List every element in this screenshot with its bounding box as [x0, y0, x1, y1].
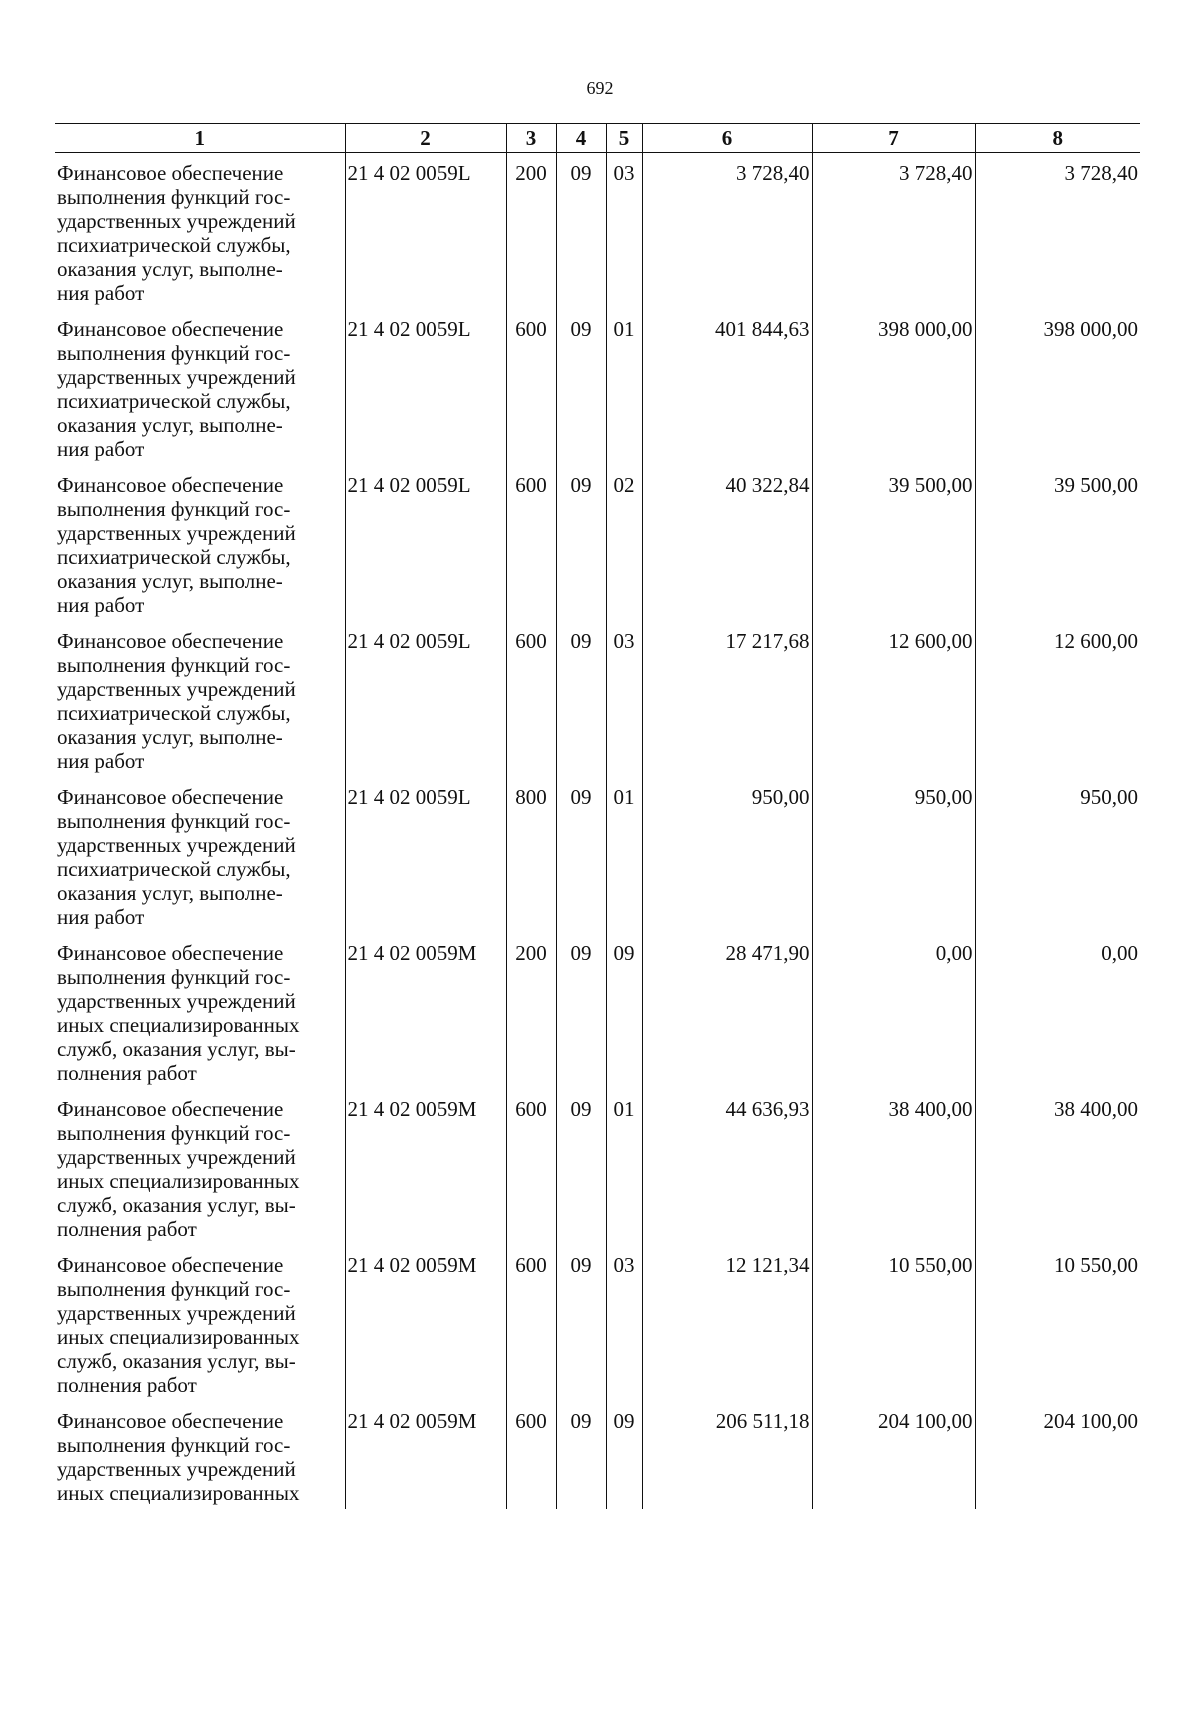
description-line: психиатрической службы, [57, 544, 291, 569]
row-description [55, 621, 345, 777]
target-article-code: 21 4 02 0059M [345, 1245, 506, 1401]
description-line: иных специализированных [57, 1324, 300, 1349]
column-header-6: 6 [642, 124, 812, 153]
description-line: ударственных учреждений [57, 209, 296, 233]
expense-type-code: 600 [506, 1401, 556, 1509]
amount-col-8: 38 400,00 [975, 1089, 1140, 1245]
subsection-code: 03 [606, 1245, 642, 1401]
amount-col-7: 3 728,40 [812, 153, 975, 309]
description-line: оказания услуг, выполне- [57, 412, 283, 437]
description-line: ния работ [57, 281, 145, 305]
amount-col-8: 950,00 [975, 777, 1140, 933]
expense-type-code: 600 [506, 465, 556, 621]
description-line: выполнения функций гос- [57, 1276, 291, 1301]
amount-col-8: 0,00 [975, 933, 1140, 1089]
subsection-code: 02 [606, 465, 642, 621]
description-line: психиатрической службы, [57, 233, 291, 257]
amount-col-6: 206 511,18 [642, 1401, 812, 1509]
expense-type-code: 200 [506, 153, 556, 309]
description-line: выполнения функций гос- [57, 1432, 291, 1457]
amount-col-7: 398 000,00 [812, 309, 975, 465]
expense-type-code: 800 [506, 777, 556, 933]
amount-col-8: 12 600,00 [975, 621, 1140, 777]
subsection-code: 03 [606, 621, 642, 777]
target-article-code: 21 4 02 0059L [345, 621, 506, 777]
description-line: полнения работ [57, 1060, 197, 1085]
section-code: 09 [556, 777, 606, 933]
description-line: оказания услуг, выполне- [57, 257, 283, 281]
description-line: Финансовое обеспечение [57, 1096, 284, 1121]
description-line: выполнения функций гос- [57, 496, 291, 521]
table-body [55, 153, 1140, 1509]
amount-col-6: 28 471,90 [642, 933, 812, 1089]
description-line: ударственных учреждений [57, 1144, 296, 1169]
description-line: Финансовое обеспечение [57, 1252, 284, 1277]
section-code: 09 [556, 309, 606, 465]
table-row [55, 933, 1140, 1089]
description-line: оказания услуг, выполне- [57, 724, 283, 749]
target-article-code: 21 4 02 0059L [345, 777, 506, 933]
description-line: ния работ [57, 592, 145, 617]
description-line: Финансовое обеспечение [57, 472, 284, 497]
expense-type-code: 600 [506, 309, 556, 465]
table-row [55, 465, 1140, 621]
row-description [55, 1401, 345, 1509]
amount-col-7: 38 400,00 [812, 1089, 975, 1245]
description-line: служб, оказания услуг, вы- [57, 1192, 296, 1217]
description-line: ния работ [57, 748, 145, 773]
header-row [55, 124, 1140, 153]
table-row [55, 1245, 1140, 1401]
description-line: ударственных учреждений [57, 520, 296, 545]
page-number: 692 [586, 78, 614, 98]
budget-table [55, 123, 1140, 1509]
table-row [55, 1401, 1140, 1509]
amount-col-8: 398 000,00 [975, 309, 1140, 465]
table-row [55, 309, 1140, 465]
description-line: полнения работ [57, 1216, 197, 1241]
column-header-8: 8 [975, 124, 1140, 153]
amount-col-6: 44 636,93 [642, 1089, 812, 1245]
amount-col-6: 3 728,40 [642, 153, 812, 309]
description-line: выполнения функций гос- [57, 1120, 291, 1145]
subsection-code: 01 [606, 1089, 642, 1245]
amount-col-7: 12 600,00 [812, 621, 975, 777]
description-line: Финансовое обеспечение [57, 161, 284, 185]
section-code: 09 [556, 1089, 606, 1245]
table-row [55, 621, 1140, 777]
description-line: иных специализированных [57, 1168, 300, 1193]
target-article-code: 21 4 02 0059L [345, 465, 506, 621]
column-header-5: 5 [606, 124, 642, 153]
description-line: выполнения функций гос- [57, 808, 291, 833]
description-line: полнения работ [57, 1372, 197, 1397]
description-line: ударственных учреждений [57, 1300, 296, 1325]
amount-col-8: 3 728,40 [975, 153, 1140, 309]
table-row [55, 777, 1140, 933]
description-line: психиатрической службы, [57, 856, 291, 881]
subsection-code: 01 [606, 309, 642, 465]
amount-col-6: 12 121,34 [642, 1245, 812, 1401]
description-line: иных специализированных [57, 1480, 300, 1505]
column-header-3: 3 [506, 124, 556, 153]
row-description [55, 153, 345, 309]
subsection-code: 09 [606, 1401, 642, 1509]
target-article-code: 21 4 02 0059L [345, 153, 506, 309]
subsection-code: 03 [606, 153, 642, 309]
amount-col-8: 204 100,00 [975, 1401, 1140, 1509]
description-line: психиатрической службы, [57, 700, 291, 725]
expense-type-code: 600 [506, 621, 556, 777]
amount-col-8: 39 500,00 [975, 465, 1140, 621]
subsection-code: 01 [606, 777, 642, 933]
amount-col-6: 17 217,68 [642, 621, 812, 777]
description-line: выполнения функций гос- [57, 340, 291, 365]
amount-col-7: 0,00 [812, 933, 975, 1089]
expense-type-code: 600 [506, 1089, 556, 1245]
budget-table-container [55, 123, 1140, 1509]
amount-col-7: 204 100,00 [812, 1401, 975, 1509]
description-line: выполнения функций гос- [57, 964, 291, 989]
column-header-2: 2 [345, 124, 506, 153]
table-row [55, 1089, 1140, 1245]
expense-type-code: 600 [506, 1245, 556, 1401]
description-line: выполнения функций гос- [57, 652, 291, 677]
description-line: Финансовое обеспечение [57, 784, 284, 809]
section-code: 09 [556, 465, 606, 621]
amount-col-6: 401 844,63 [642, 309, 812, 465]
description-line: Финансовое обеспечение [57, 628, 284, 653]
description-line: оказания услуг, выполне- [57, 880, 283, 905]
description-line: служб, оказания услуг, вы- [57, 1036, 296, 1061]
description-line: служб, оказания услуг, вы- [57, 1348, 296, 1373]
description-line: ния работ [57, 904, 145, 929]
row-description [55, 465, 345, 621]
row-description [55, 777, 345, 933]
description-line: ударственных учреждений [57, 832, 296, 857]
row-description [55, 1245, 345, 1401]
expense-type-code: 200 [506, 933, 556, 1089]
target-article-code: 21 4 02 0059M [345, 1089, 506, 1245]
target-article-code: 21 4 02 0059M [345, 1401, 506, 1509]
description-line: ударственных учреждений [57, 364, 296, 389]
column-header-4: 4 [556, 124, 606, 153]
target-article-code: 21 4 02 0059M [345, 933, 506, 1089]
table-row [55, 153, 1140, 309]
description-line: оказания услуг, выполне- [57, 568, 283, 593]
amount-col-7: 10 550,00 [812, 1245, 975, 1401]
target-article-code: 21 4 02 0059L [345, 309, 506, 465]
description-line: ударственных учреждений [57, 676, 296, 701]
amount-col-6: 40 322,84 [642, 465, 812, 621]
description-line: Финансовое обеспечение [57, 316, 284, 341]
amount-col-6: 950,00 [642, 777, 812, 933]
table-header [55, 124, 1140, 153]
column-header-1: 1 [55, 124, 345, 153]
section-code: 09 [556, 153, 606, 309]
row-description [55, 1089, 345, 1245]
column-header-7: 7 [812, 124, 975, 153]
amount-col-7: 39 500,00 [812, 465, 975, 621]
row-description [55, 309, 345, 465]
description-line: иных специализированных [57, 1012, 300, 1037]
description-line: ударственных учреждений [57, 988, 296, 1013]
description-line: выполнения функций гос- [57, 185, 291, 209]
section-code: 09 [556, 1245, 606, 1401]
description-line: ния работ [57, 436, 145, 461]
section-code: 09 [556, 933, 606, 1089]
description-line: Финансовое обеспечение [57, 1408, 284, 1433]
section-code: 09 [556, 1401, 606, 1509]
amount-col-8: 10 550,00 [975, 1245, 1140, 1401]
row-description [55, 933, 345, 1089]
amount-col-7: 950,00 [812, 777, 975, 933]
subsection-code: 09 [606, 933, 642, 1089]
description-line: ударственных учреждений [57, 1456, 296, 1481]
section-code: 09 [556, 621, 606, 777]
description-line: психиатрической службы, [57, 388, 291, 413]
description-line: Финансовое обеспечение [57, 940, 284, 965]
